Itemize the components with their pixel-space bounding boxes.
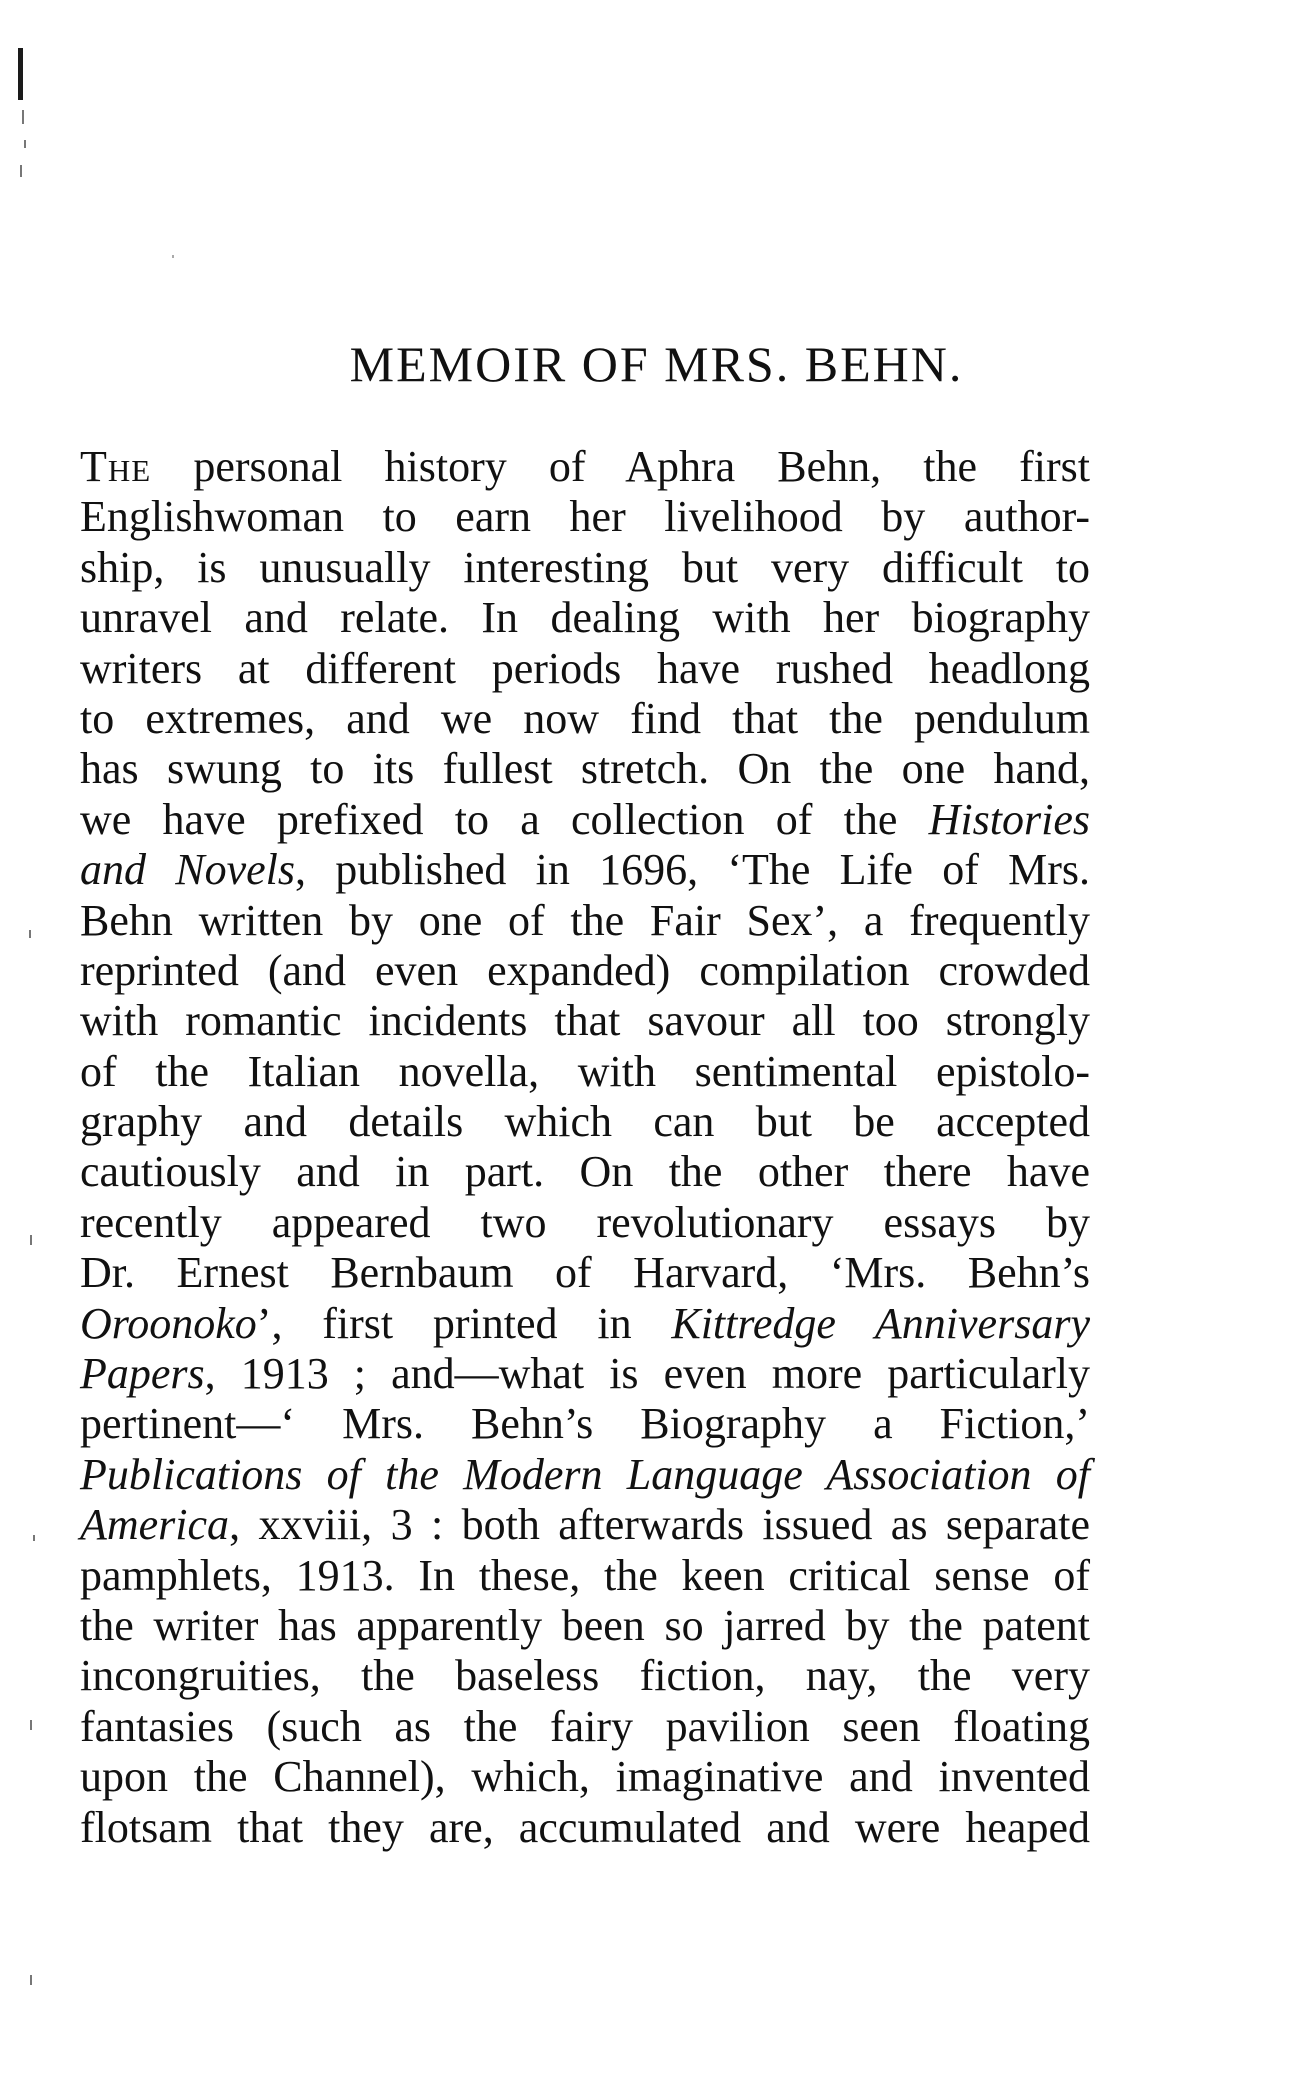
text-line <box>80 1450 1090 1500</box>
text-line <box>80 1651 1090 1701</box>
text-line <box>80 442 1090 492</box>
text-line <box>80 694 1090 744</box>
text-segment: graphy and details which can but be accepted <box>80 1097 1090 1147</box>
text-line <box>80 1299 1090 1349</box>
text-segment: pamphlets, 1913. In these, the keen critical sense of <box>80 1550 1090 1600</box>
italic-text: Oroonoko <box>80 1298 257 1348</box>
text-segment: ship, is unusually interesting but very difficult to <box>80 542 1090 592</box>
text-line <box>80 543 1090 593</box>
italic-text: and Novels <box>80 845 296 895</box>
text-segment: with romantic incidents that savour all too strongly <box>80 996 1090 1046</box>
text-segment: Behn written by one of the Fair Sex’, a frequently <box>80 895 1090 945</box>
text-segment: has swung to its fullest stretch. On the one hand, <box>80 744 1090 794</box>
text-line <box>80 1551 1090 1601</box>
text-line <box>80 1399 1090 1449</box>
text-line <box>80 946 1090 996</box>
text-line <box>80 1752 1090 1802</box>
text-segment: pertinent—‘ Mrs. Behn’s Biography a Fiction,’ <box>80 1399 1090 1449</box>
text-segment: incongruities, the baseless fiction, nay, the very <box>80 1651 1090 1701</box>
text-segment: upon the Channel), which, imaginative and invented <box>80 1752 1090 1802</box>
page-title: MEMOIR OF MRS. BEHN. <box>349 336 964 392</box>
text-segment: personal history of Aphra Behn, the first <box>151 442 1090 491</box>
small-caps-text: The <box>80 442 152 491</box>
italic-text: Histories <box>928 794 1090 844</box>
text-line <box>80 1097 1090 1147</box>
text-segment: , 1913 ; and—what is even more particularly <box>204 1349 1090 1399</box>
italic-text: Kittredge Anniversary <box>671 1298 1090 1348</box>
text-line <box>80 1248 1090 1298</box>
italic-text: Papers <box>80 1349 205 1399</box>
text-segment: fantasies (such as the fairy pavilion seen floating <box>80 1701 1090 1751</box>
text-segment: Dr. Ernest Bernbaum of Harvard, ‘Mrs. Behn’s <box>80 1248 1090 1298</box>
text-line <box>80 744 1090 794</box>
text-line <box>80 1500 1090 1550</box>
body-paragraph <box>80 442 1090 1853</box>
text-line <box>80 1349 1090 1399</box>
text-line <box>80 1803 1090 1853</box>
text-line <box>80 1702 1090 1752</box>
scan-artifact <box>30 1235 32 1245</box>
text-segment: flotsam that they are, accumulated and were heaped <box>80 1802 1090 1852</box>
text-segment: reprinted (and even expanded) compilation crowded <box>80 945 1090 995</box>
text-line <box>80 1601 1090 1651</box>
text-line <box>80 845 1090 895</box>
text-line <box>80 1147 1090 1197</box>
scan-artifact <box>30 1720 32 1730</box>
scan-artifact <box>30 1975 32 1985</box>
text-line <box>80 593 1090 643</box>
text-segment: Englishwoman to earn her livelihood by author- <box>80 492 1090 542</box>
text-line <box>80 1047 1090 1097</box>
scan-artifact <box>172 255 174 258</box>
text-segment: , published in 1696, ‘The Life of Mrs. <box>295 845 1090 895</box>
text-segment: cautiously and in part. On the other there have <box>80 1147 1090 1197</box>
text-segment: the writer has apparently been so jarred by the patent <box>80 1600 1090 1650</box>
scan-artifact <box>22 110 24 124</box>
text-segment: of the Italian novella, with sentimental epistolo- <box>80 1046 1090 1096</box>
text-segment: to extremes, and we now find that the pendulum <box>80 693 1090 743</box>
text-segment: , xxviii, 3 : both afterwards issued as separate <box>229 1500 1090 1550</box>
scan-artifact <box>18 48 23 100</box>
text-line <box>80 896 1090 946</box>
scan-artifact <box>33 1535 35 1541</box>
scan-artifact <box>24 140 26 148</box>
scan-artifact <box>20 165 22 177</box>
scan-artifact <box>29 930 31 938</box>
text-line <box>80 996 1090 1046</box>
text-segment: writers at different periods have rushed headlong <box>80 643 1090 693</box>
text-line <box>80 795 1090 845</box>
text-line <box>80 644 1090 694</box>
text-segment: unravel and relate. In dealing with her biography <box>80 593 1090 643</box>
text-segment: we have prefixed to a collection of the <box>80 794 929 844</box>
text-segment: ’, first printed in <box>256 1298 672 1348</box>
italic-text: Publications of the Modern Language Association of <box>80 1449 1090 1499</box>
text-segment: recently appeared two revolutionary essays by <box>80 1197 1090 1247</box>
text-line <box>80 1198 1090 1248</box>
text-line <box>80 492 1090 542</box>
italic-text: America <box>80 1500 230 1550</box>
